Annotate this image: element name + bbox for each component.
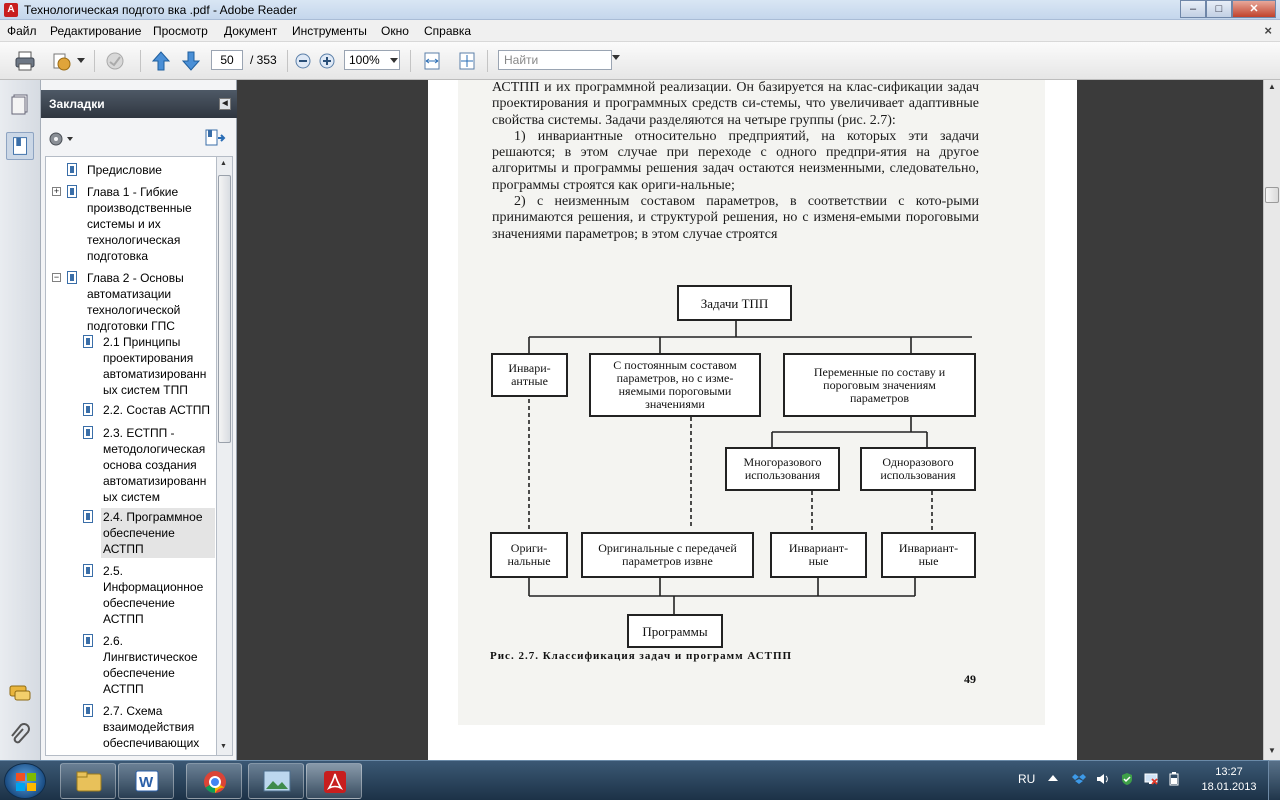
close-button[interactable]: ✕ (1232, 0, 1276, 18)
bookmark-item[interactable] (52, 270, 217, 336)
bookmarks-scrollbar[interactable] (217, 156, 233, 756)
taskbar-chrome[interactable] (186, 763, 242, 799)
box-tasks-tpp: Задачи ТПП (677, 285, 792, 321)
battery-icon[interactable] (1168, 772, 1180, 786)
bookmark-item[interactable] (67, 162, 217, 180)
bookmark-icon (83, 403, 93, 416)
expand-bookmark-icon[interactable] (203, 128, 227, 148)
bookmark-label: 2.2. Состав АСТПП (103, 403, 211, 417)
maximize-button[interactable]: □ (1206, 0, 1232, 18)
adobe-reader-icon (322, 769, 348, 795)
scroll-down-icon[interactable]: ▼ (220, 743, 227, 750)
collapse-icon[interactable]: − (53, 272, 60, 282)
minimize-button[interactable]: – (1180, 0, 1206, 18)
taskbar-explorer[interactable] (60, 763, 116, 799)
bookmark-icon (67, 271, 77, 284)
show-hidden-icons-icon[interactable] (1048, 774, 1058, 782)
bookmark-label: 2.7. Схема взаимодействия обеспечивающих (103, 704, 200, 750)
pdf-page (428, 80, 1077, 760)
next-page-icon[interactable] (180, 50, 202, 72)
box-programs: Программы (627, 614, 723, 648)
bookmark-icon (83, 634, 93, 647)
word-icon (134, 769, 160, 793)
clock-date: 18.01.2013 (1201, 781, 1257, 793)
clock-time: 13:27 (1215, 766, 1243, 778)
bookmark-label: Предисловие (87, 163, 162, 177)
bookmark-item[interactable] (52, 184, 217, 266)
bookmark-icon (83, 564, 93, 577)
bookmark-icon (83, 426, 93, 439)
bookmark-item[interactable] (83, 633, 217, 699)
photo-viewer-icon (263, 770, 291, 792)
paragraph-1: АСТПП и их программной реализации. Он базируется на клас-сификации задач проектирования и программных средств си-стемы, что увеличивает адаптивные свойства системы. Задачи разделяются на четыре группы (рис. 2.7): (492, 80, 979, 128)
bookmark-label: 2.3. ЕСТПП - методологическая основа создания автоматизированн ых систем (103, 426, 207, 504)
bookmark-item[interactable] (83, 563, 217, 629)
bookmark-item-selected[interactable] (83, 509, 217, 559)
page-thumbnails-icon[interactable] (6, 90, 34, 118)
print-icon[interactable] (14, 50, 36, 72)
document-view[interactable] (237, 80, 1263, 760)
collapse-panel-icon[interactable]: ◀ (219, 98, 231, 110)
taskbar-word[interactable] (118, 763, 174, 799)
find-input[interactable]: Найти (498, 50, 612, 70)
bookmark-item[interactable] (83, 425, 217, 507)
bookmark-icon (67, 185, 77, 198)
dropbox-icon[interactable] (1072, 772, 1086, 786)
language-indicator[interactable]: RU (1018, 772, 1036, 786)
scroll-down-icon[interactable]: ▼ (1268, 746, 1276, 755)
bookmark-label: Глава 1 - Гибкие производственные системы и их технологическая подготовка (87, 185, 192, 263)
box-original: Ориги- нальные (490, 532, 568, 578)
bookmarks-icon[interactable] (6, 132, 34, 160)
svg-text:W: W (139, 774, 154, 791)
menu-window[interactable]: Окно (381, 24, 409, 38)
page-total: / 353 (250, 53, 277, 67)
title-bar (0, 0, 1280, 20)
attachments-icon[interactable] (6, 722, 34, 750)
comments-icon[interactable] (6, 680, 34, 708)
scroll-up-icon[interactable]: ▲ (1268, 82, 1276, 91)
menu-view[interactable]: Просмотр (153, 24, 208, 38)
document-scrollbar[interactable] (1263, 80, 1280, 760)
menu-edit[interactable]: Редактирование (50, 24, 142, 38)
start-button[interactable] (4, 763, 46, 799)
bookmark-icon (83, 704, 93, 717)
bookmarks-title: Закладки (49, 97, 105, 111)
bookmarks-list (45, 156, 217, 756)
bookmark-label: 2.5. Информационное обеспечение АСТПП (103, 564, 204, 626)
network-icon[interactable] (1144, 772, 1158, 786)
adobe-reader-icon: A (4, 3, 18, 17)
figure-caption: Рис. 2.7. Классификация задач и программ АСТПП (490, 650, 793, 662)
window-title: Технологическая подгото вка .pdf - Adobe Reader (24, 3, 298, 17)
bookmark-label: 2.1 Принципы проектирования автоматизированн ых систем ТПП (103, 335, 207, 397)
taskbar (0, 760, 1280, 800)
options-gear-icon[interactable] (47, 130, 75, 148)
zoom-out-icon[interactable] (292, 50, 314, 72)
system-clock[interactable] (1196, 765, 1262, 795)
bookmark-label: 2.6. Лингвистическое обеспечение АСТПП (103, 634, 198, 696)
bookmark-icon (83, 510, 93, 523)
menu-document[interactable]: Документ (224, 24, 278, 38)
box-original-transfer: Оригинальные с передачей параметров извне (581, 532, 754, 578)
zoom-in-icon[interactable] (316, 50, 338, 72)
expand-icon[interactable]: + (53, 186, 60, 196)
sign-icon[interactable] (104, 50, 126, 72)
toolbar (0, 42, 1280, 80)
windows-logo-icon (16, 773, 36, 791)
navigation-rail (0, 80, 41, 760)
bookmark-label: 2.4. Программное обеспечение АСТПП (103, 510, 203, 556)
menu-file[interactable]: Файл (7, 24, 37, 38)
paragraph-3: 2) с неизменным составом параметров, в соответствии с кото-рыми принимаются решения, и структурой решения, но с изменя-емыми пороговыми значениями параметров; в этом случае строятся (492, 194, 979, 242)
bookmark-icon (67, 163, 77, 176)
fit-page-icon[interactable] (456, 50, 478, 72)
security-shield-icon[interactable] (1120, 772, 1134, 786)
box-invariant: Инвари- антные (491, 353, 568, 397)
find-dropdown-icon[interactable] (612, 55, 620, 61)
page-number-input[interactable]: 50 (211, 50, 243, 70)
previous-page-icon[interactable] (150, 50, 172, 72)
box-invariant-1: Инвариант- ные (770, 532, 867, 578)
fit-width-icon[interactable] (421, 50, 443, 72)
bookmark-item[interactable] (83, 402, 217, 420)
box-multi-use: Многоразового использования (725, 447, 840, 491)
share-dropdown-icon[interactable] (77, 58, 85, 64)
bookmarks-toolbar (41, 126, 237, 152)
box-invariant-2: Инвариант- ные (881, 532, 976, 578)
paragraph-2: 1) инвариантные относительно предприятий, на которых эти задачи решаются; в этом случае при переходе с одного предпри-ятия на другое алгоритмы и программы решения задач остаются неизменными, следовательно, программы строятся как ориги-нальные; (492, 128, 979, 193)
bookmarks-header (41, 90, 237, 118)
folder-icon (76, 770, 102, 792)
bookmark-item[interactable] (83, 334, 217, 400)
chrome-icon (202, 769, 228, 795)
menu-help[interactable]: Справка (424, 24, 472, 38)
box-constant-params: С постоянным составом параметров, но с изме- няемыми пороговыми значениями (589, 353, 761, 417)
box-single-use: Одноразового использования (860, 447, 976, 491)
show-desktop-button[interactable] (1268, 760, 1280, 800)
scroll-up-icon[interactable]: ▲ (220, 160, 227, 167)
close-document-icon[interactable]: × (1264, 23, 1272, 38)
zoom-value: 100% (349, 53, 380, 67)
bookmark-item[interactable] (83, 703, 217, 755)
printed-page-number: 49 (964, 672, 976, 686)
taskbar-photo-viewer[interactable] (248, 763, 304, 799)
bookmark-icon (83, 335, 93, 348)
menu-tools[interactable]: Инструменты (292, 24, 367, 38)
taskbar-adobe-reader[interactable] (306, 763, 362, 799)
share-icon[interactable] (50, 50, 72, 72)
zoom-dropdown-icon[interactable] (390, 58, 398, 64)
scrollbar-thumb[interactable] (1265, 187, 1279, 203)
box-variable-params: Переменные по составу и пороговым значениям параметров (783, 353, 976, 417)
volume-icon[interactable] (1096, 772, 1110, 786)
bookmark-label: Глава 2 - Основы автоматизации технологической подготовки ГПС (87, 271, 184, 333)
bookmarks-panel (41, 80, 237, 760)
scrollbar-thumb[interactable] (218, 175, 231, 443)
menu-bar (0, 20, 1280, 42)
